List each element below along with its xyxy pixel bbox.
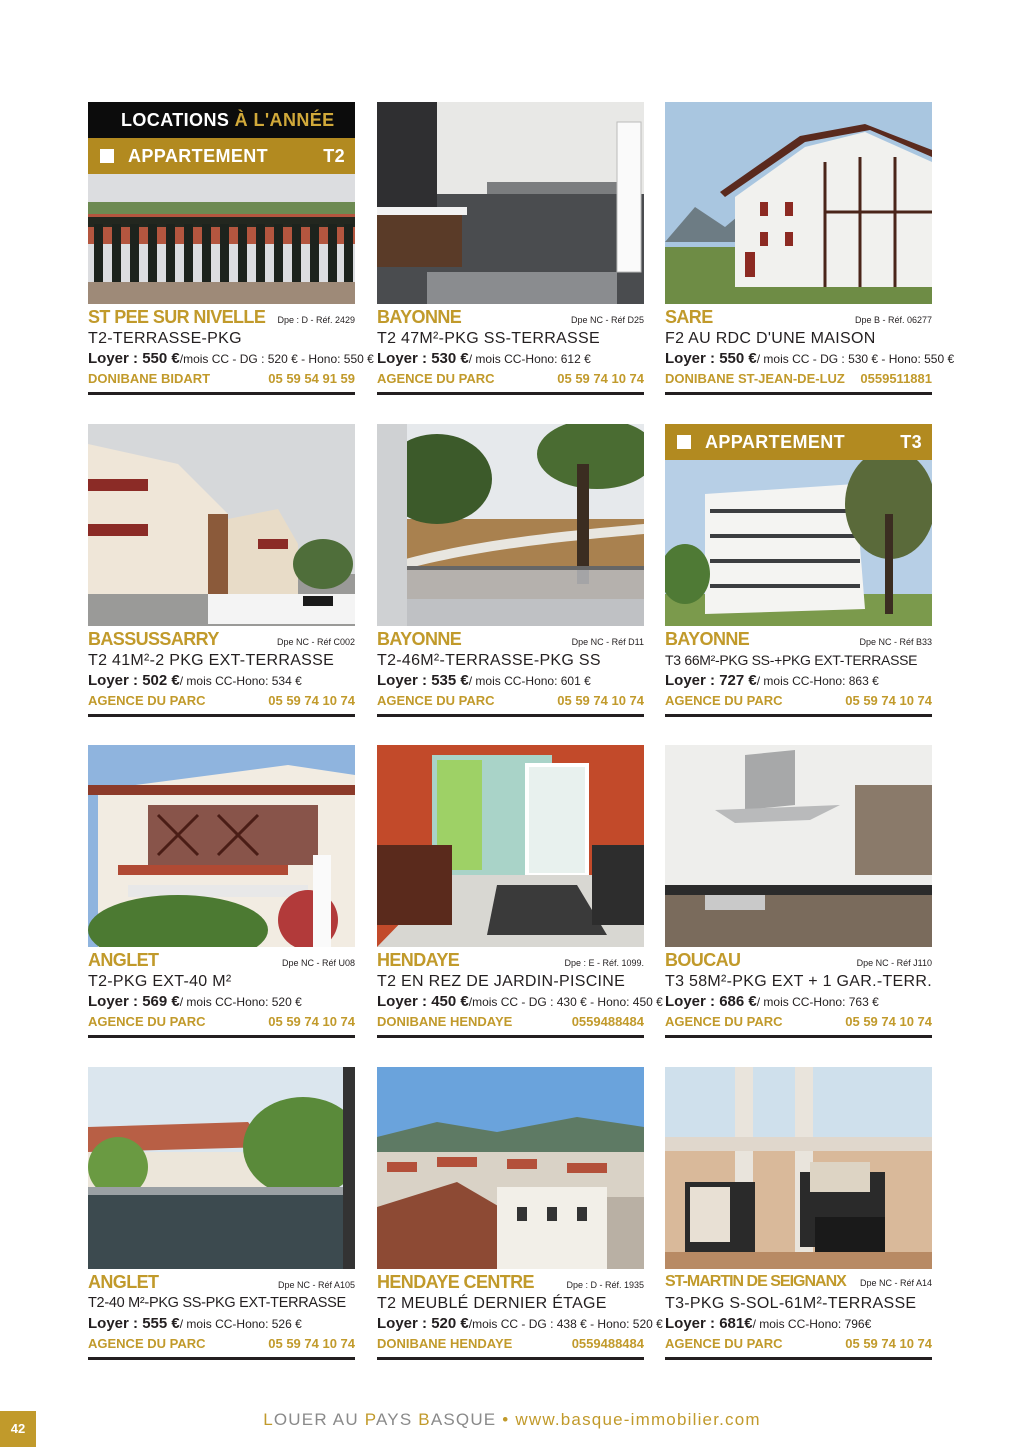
listing-description: T2-TERRASSE-PKG xyxy=(88,330,242,347)
section-title: LOCATIONS À L'ANNÉE xyxy=(88,102,355,138)
divider xyxy=(88,1035,355,1038)
agency-phone[interactable]: 05 59 74 10 74 xyxy=(268,1014,355,1029)
page-footer: LOUER AU PAYS BASQUE • www.basque-immobilier.com xyxy=(263,1410,761,1429)
listing-price: Loyer : 681€/ mois CC-Hono: 796€ xyxy=(665,1315,872,1332)
listing-ref: Dpe B - Réf. 06277 xyxy=(854,315,932,325)
agency-name: DONIBANE BIDART xyxy=(88,371,211,386)
agency-phone[interactable]: 05 59 74 10 74 xyxy=(268,693,355,708)
property-photo xyxy=(377,745,644,947)
villa-balcony-photo xyxy=(88,745,355,947)
listing-description: T2-PKG EXT-40 M² xyxy=(88,973,232,990)
agency-name: AGENCE DU PARC xyxy=(377,693,495,708)
agency-phone[interactable]: 05 59 74 10 74 xyxy=(557,693,644,708)
listing-ref: Dpe NC - Réf D11 xyxy=(571,637,644,647)
divider xyxy=(665,714,932,717)
agency-phone[interactable]: 0559488484 xyxy=(571,1336,644,1351)
agency-name: AGENCE DU PARC xyxy=(88,1336,206,1351)
garden-view-photo xyxy=(377,424,644,626)
listing-city: BAYONNE xyxy=(665,629,750,649)
section-header xyxy=(88,102,355,174)
agency-name: DONIBANE HENDAYE xyxy=(377,1014,513,1029)
listing-city: BAYONNE xyxy=(377,307,462,327)
agency-phone[interactable]: 05 59 74 10 74 xyxy=(845,693,932,708)
town-view-photo xyxy=(377,1067,644,1269)
listing-price: Loyer : 555 €/ mois CC-Hono: 526 € xyxy=(88,1315,302,1332)
divider xyxy=(88,1357,355,1360)
listing-price: Loyer : 450 €/mois CC - DG : 430 € - Hono: 450 € xyxy=(377,993,663,1010)
agency-name: AGENCE DU PARC xyxy=(665,1014,783,1029)
listing-city: ST-MARTIN DE SEIGNANX xyxy=(665,1273,846,1290)
divider xyxy=(377,392,644,395)
agency-name: AGENCE DU PARC xyxy=(88,1014,206,1029)
listing-ref: Dpe NC - Réf D25 xyxy=(570,315,644,325)
listing-description: T2 47M²-PKG SS-TERRASSE xyxy=(377,330,600,347)
divider xyxy=(665,1035,932,1038)
listing-price: Loyer : 550 €/mois CC - DG : 520 € - Hono: 550 € xyxy=(88,350,374,367)
listing-description: T3-PKG S-SOL-61M²-TERRASSE xyxy=(665,1295,917,1312)
property-photo xyxy=(377,424,644,626)
agency-phone[interactable]: 05 59 74 10 74 xyxy=(268,1336,355,1351)
agency-phone[interactable]: 0559488484 xyxy=(571,1014,644,1029)
listing-city: BAYONNE xyxy=(377,629,462,649)
agency-phone[interactable]: 05 59 74 10 74 xyxy=(845,1014,932,1029)
agency-phone[interactable]: 05 59 54 91 59 xyxy=(268,371,355,386)
terrace-photo xyxy=(665,1067,932,1269)
listing-description: T2-46M²-TERRASSE-PKG SS xyxy=(377,652,601,669)
listing-ref: Dpe NC - Réf U08 xyxy=(281,958,355,968)
listing-ref: Dpe NC - Réf B33 xyxy=(859,637,932,647)
type-label: T2 xyxy=(323,145,345,166)
category-banner: APPARTEMENT T2 xyxy=(88,138,355,174)
listing-ref: Dpe NC - Réf C002 xyxy=(276,637,355,647)
kitchen-photo xyxy=(665,745,932,947)
divider xyxy=(377,1035,644,1038)
listing-price: Loyer : 530 €/ mois CC-Hono: 612 € xyxy=(377,350,591,367)
listing-description: T2 MEUBLÉ DERNIER ÉTAGE xyxy=(377,1295,607,1312)
property-photo xyxy=(88,1067,355,1269)
divider xyxy=(665,392,932,395)
category-banner: APPARTEMENT T3 xyxy=(665,424,932,460)
listing-price: Loyer : 502 €/ mois CC-Hono: 534 € xyxy=(88,672,302,689)
listing-price: Loyer : 535 €/ mois CC-Hono: 601 € xyxy=(377,672,591,689)
listing-ref: Dpe : D - Réf. 1935 xyxy=(566,1280,644,1290)
listing-price: Loyer : 569 €/ mois CC-Hono: 520 € xyxy=(88,993,302,1010)
divider xyxy=(88,392,355,395)
agency-phone[interactable]: 05 59 74 10 74 xyxy=(557,371,644,386)
agency-name: DONIBANE ST-JEAN-DE-LUZ xyxy=(665,371,845,386)
divider xyxy=(377,1357,644,1360)
website-link[interactable]: www.basque-immobilier.com xyxy=(515,1410,761,1429)
square-icon xyxy=(677,435,691,449)
listing-ref: Dpe : E - Réf. 1099. xyxy=(564,958,644,968)
property-photo xyxy=(665,745,932,947)
divider xyxy=(665,1357,932,1360)
listing-city: ST PEE SUR NIVELLE xyxy=(88,307,266,327)
property-photo xyxy=(88,424,355,626)
property-photo xyxy=(377,102,644,304)
listing-description: T2-40 M²-PKG SS-PKG EXT-TERRASSE xyxy=(88,1295,346,1311)
page-number: 42 xyxy=(0,1411,36,1447)
agency-phone[interactable]: 0559511881 xyxy=(860,371,932,386)
rooftop-view-photo xyxy=(88,1067,355,1269)
listing-price: Loyer : 520 €/mois CC - DG : 438 € - Hono: 520 € xyxy=(377,1315,663,1332)
listing-city: HENDAYE CENTRE xyxy=(377,1272,534,1292)
listing-city: HENDAYE xyxy=(377,950,460,970)
living-room-photo xyxy=(377,745,644,947)
agency-phone[interactable]: 05 59 74 10 74 xyxy=(845,1336,932,1351)
listing-city: SARE xyxy=(665,307,713,327)
listing-price: Loyer : 550 €/ mois CC - DG : 530 € - Hono: 550 € xyxy=(665,350,955,367)
listing-ref: Dpe NC - Réf A14 xyxy=(859,1278,932,1288)
agency-name: AGENCE DU PARC xyxy=(377,371,495,386)
divider xyxy=(377,714,644,717)
listing-city: ANGLET xyxy=(88,1272,159,1292)
listing-price: Loyer : 686 €/ mois CC-Hono: 763 € xyxy=(665,993,879,1010)
listing-description: T2 EN REZ DE JARDIN-PISCINE xyxy=(377,973,626,990)
square-icon xyxy=(100,149,114,163)
type-label: T3 xyxy=(900,431,922,452)
listing-description: T3 66M²-PKG SS-+PKG EXT-TERRASSE xyxy=(665,652,918,668)
agency-name: AGENCE DU PARC xyxy=(665,693,783,708)
agency-name: DONIBANE HENDAYE xyxy=(377,1336,513,1351)
listing-price: Loyer : 727 €/ mois CC-Hono: 863 € xyxy=(665,672,879,689)
listing-description: T2 41M²-2 PKG EXT-TERRASSE xyxy=(88,652,335,669)
listing-city: BASSUSSARRY xyxy=(88,629,219,649)
property-photo xyxy=(88,745,355,947)
listing-ref: Dpe : D - Réf. 2429 xyxy=(277,315,355,325)
footer-bullet: • xyxy=(496,1410,516,1429)
building-photo xyxy=(88,424,355,626)
property-photo xyxy=(377,1067,644,1269)
divider xyxy=(88,714,355,717)
listing-ref: Dpe NC - Réf A105 xyxy=(277,1280,355,1290)
listing-ref: Dpe NC - Réf J110 xyxy=(856,958,932,968)
agency-name: AGENCE DU PARC xyxy=(665,1336,783,1351)
category-header xyxy=(665,424,932,460)
bathroom-photo xyxy=(377,102,644,304)
agency-name: AGENCE DU PARC xyxy=(88,693,206,708)
listing-city: BOUCAU xyxy=(665,950,741,970)
listing-description: F2 AU RDC D'UNE MAISON xyxy=(665,330,876,347)
property-photo xyxy=(665,1067,932,1269)
listing-description: T3 58M²-PKG EXT + 1 GAR.-TERR. xyxy=(665,973,932,990)
property-photo xyxy=(665,102,932,304)
listing-city: ANGLET xyxy=(88,950,159,970)
house-photo xyxy=(665,102,932,304)
